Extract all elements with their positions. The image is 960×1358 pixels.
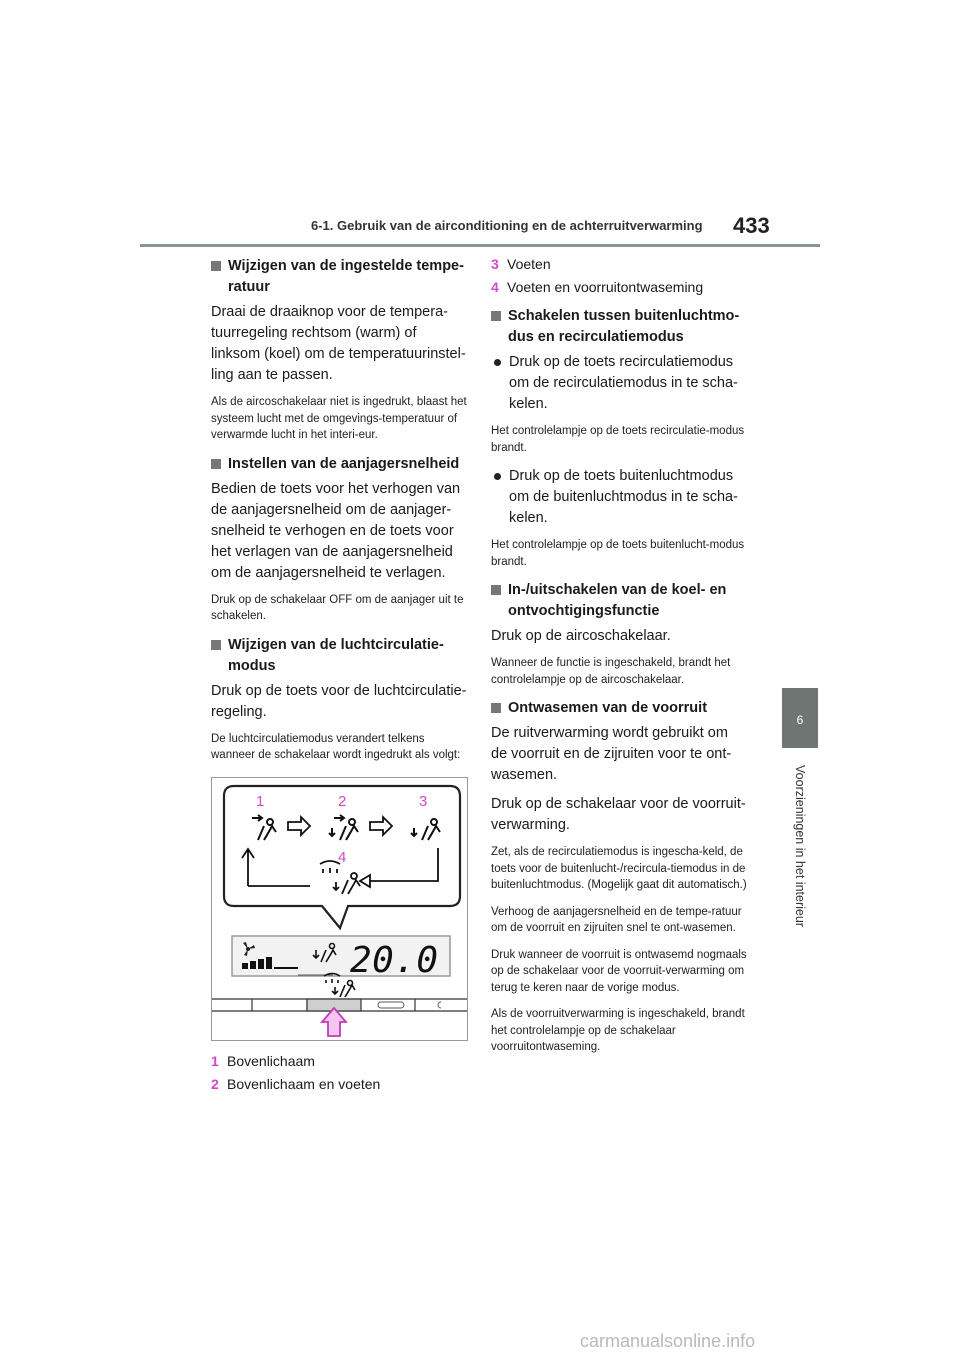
note-outside-air: Het controlelampje op de toets buitenlucht-modus brandt. xyxy=(491,539,745,568)
airflow-mode-figure xyxy=(211,777,468,1041)
paragraph-defrost-1: De ruitverwarming wordt gebruikt om de voorruit en de zijruiten voor te ont-wasemen. xyxy=(491,725,732,783)
heading-recirculation: Schakelen tussen buitenluchtmo-dus en recirculatiemodus xyxy=(491,306,747,348)
mode-item-1: 1 Bovenlichaam xyxy=(211,1052,315,1069)
note-air-circulation: De luchtcirculatiemodus verandert telkens wanneer de schakelaar wordt ingedrukt als volgt: xyxy=(211,732,461,761)
note-temperature: Als de aircoschakelaar niet is ingedrukt, blaast het systeem lucht met de omgevings-temperatuur of verwarmde lucht in het interi-eur. xyxy=(211,396,467,441)
paragraph-defrost-2: Druk op de schakelaar voor de voorruit-verwarming. xyxy=(491,796,746,833)
note-defrost-2: Verhoog de aanjagersnelheid en de tempe-ratuur om de voorruit en zijruiten snel te ont-wasemen. xyxy=(491,905,742,934)
bullet-recirculation: Druk op de toets recirculatiemodus om de recirculatiemodus in te scha-kelen. xyxy=(491,352,747,415)
heading-square-icon xyxy=(491,311,501,321)
heading-square-icon xyxy=(211,640,221,650)
mode-label-2: 2 xyxy=(338,792,347,810)
heading-temperature: Wijzigen van de ingestelde tempe-ratuur xyxy=(211,256,469,298)
heading-defrost: Ontwasemen van de voorruit xyxy=(491,698,747,719)
paragraph-air-circulation: Druk op de toets voor de luchtcirculatie-regeling. xyxy=(211,682,467,720)
bullet-outside-air: Druk op de toets buitenluchtmodus om de buitenluchtmodus in te scha-kelen. xyxy=(491,466,747,529)
display-temperature: 20.0 xyxy=(350,939,438,981)
chapter-side-label xyxy=(788,754,812,944)
heading-square-icon xyxy=(491,703,501,713)
note-defrost-3: Druk wanneer de voorruit is ontwasemd nogmaals op de schakelaar voor de voorruit-verwarming om terug te keren naar de vorige modus. xyxy=(491,948,747,994)
section-title: 6-1. Gebruik van de airconditioning en de achterruitverwarming xyxy=(311,218,703,233)
header-rule xyxy=(140,244,820,247)
right-column xyxy=(491,254,747,1066)
mode-label-3: 3 xyxy=(419,792,428,810)
chapter-title: Voorzieningen in het interieur xyxy=(793,765,807,927)
indicator-lamp-icon-2 xyxy=(438,1002,441,1008)
chapter-number: 6 xyxy=(796,713,804,727)
page-number: 433 xyxy=(733,213,770,238)
heading-square-icon xyxy=(211,459,221,469)
bullet-dot-icon xyxy=(494,359,501,366)
note-cooling: Wanneer de functie is ingeschakeld, brandt het controlelampje op de aircoschakelaar. xyxy=(491,657,731,686)
press-arrow-icon xyxy=(322,1008,346,1036)
note-recirculation: Het controlelampje op de toets recirculatie-modus brandt. xyxy=(491,425,745,454)
heading-cooling: In-/uitschakelen van de koel- en ontvochtigingsfunctie xyxy=(491,580,747,622)
heading-air-circulation: Wijzigen van de luchtcirculatie-modus xyxy=(211,635,469,677)
paragraph-cooling: Druk op de aircoschakelaar. xyxy=(491,628,671,644)
mode-item-2: 2 Bovenlichaam en voeten xyxy=(211,1075,381,1092)
mode-item-4: 4 Voeten en voorruitontwaseming xyxy=(491,279,704,295)
paragraph-fan-speed: Bedien de toets voor het verhogen van de aanjagersnelheid om de aanjager-snelheid te verhogen en de toets voor het verlagen van de aanjagersnelheid om de aanjagersnelheid te verlagen. xyxy=(211,480,461,581)
note-fan-speed: Druk op de schakelaar OFF om de aanjager uit te schakelen. xyxy=(211,593,464,622)
chapter-tab xyxy=(782,688,818,748)
paragraph-temperature: Draai de draaiknop voor de tempera-tuurregeling rechtsom (warm) of linksom (koel) om de temperatuurinstel-ling aan te passen. xyxy=(211,304,466,383)
airflow-mode-diagram xyxy=(212,778,467,1040)
heading-square-icon xyxy=(211,261,221,271)
mode-label-1: 1 xyxy=(256,792,265,810)
heading-fan-speed: Instellen van de aanjagersnelheid xyxy=(211,454,469,475)
note-defrost-1: Zet, als de recirculatiemodus is ingescha-keld, de toets voor de buitenlucht-/recircula-tiemodus in de buitenluchtmodus. (Mogelijk gaat dit automatisch.) xyxy=(491,846,747,891)
mode-item-3: 3 Voeten xyxy=(491,256,551,272)
bullet-dot-icon xyxy=(494,473,501,480)
watermark: carmanualsonline.info xyxy=(580,1331,756,1351)
heading-square-icon xyxy=(491,585,501,595)
note-defrost-4: Als de voorruitverwarming is ingeschakeld, brandt het controlelampje op de schakelaar voorruitontwaseming. xyxy=(491,1008,745,1053)
mode-label-4: 4 xyxy=(338,848,347,866)
indicator-lamp-icon xyxy=(378,1002,404,1008)
left-column xyxy=(211,254,469,1097)
